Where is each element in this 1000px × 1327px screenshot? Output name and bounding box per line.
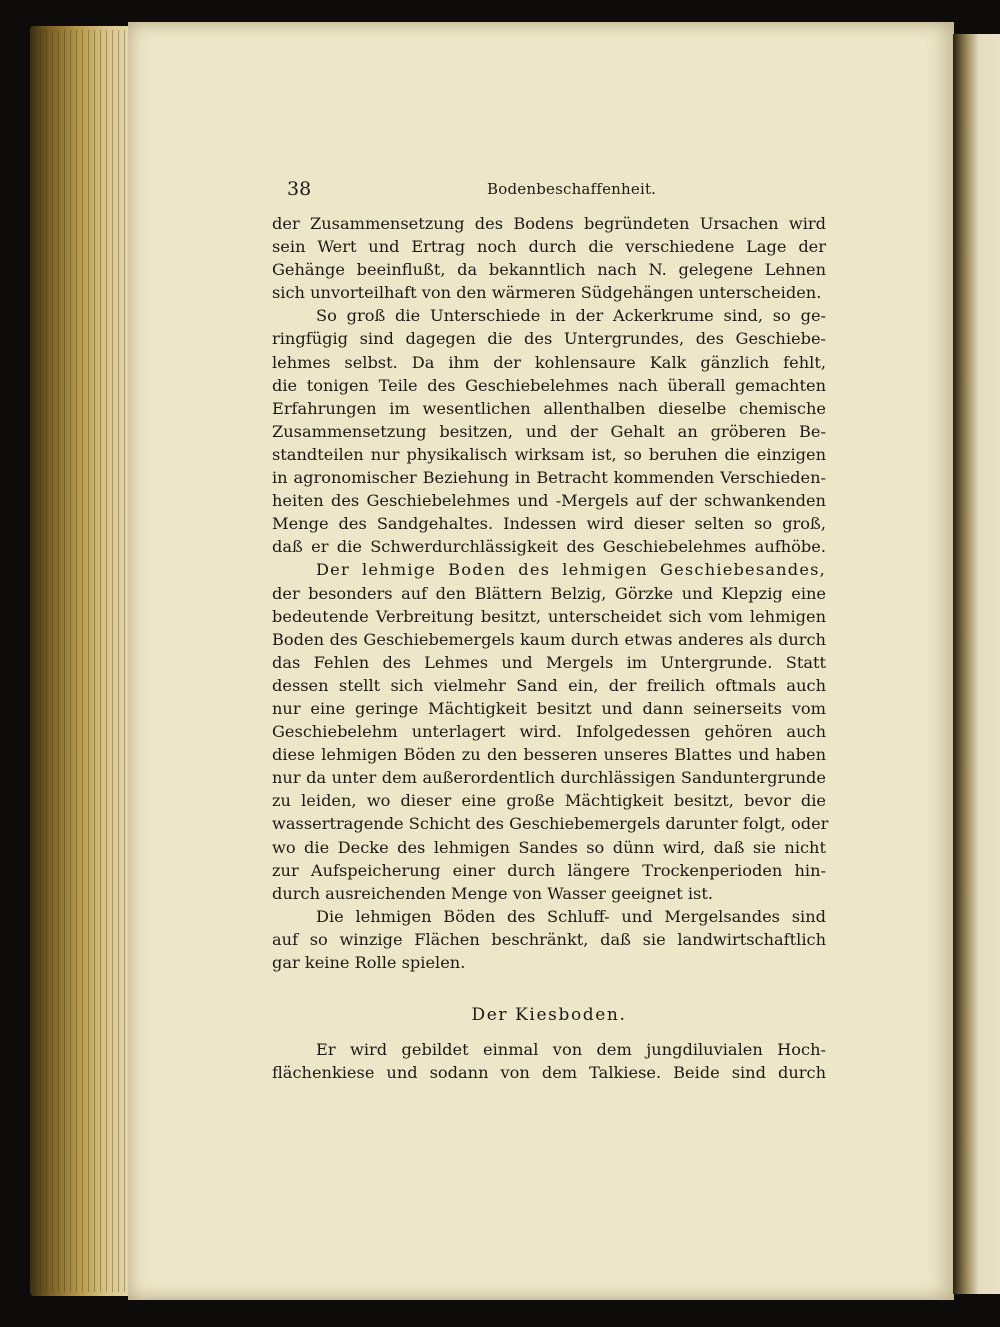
section-body-text	[272, 1038, 826, 1084]
text-line: auf so winzige Flächen beschränkt, daß sie landwirtschaftlich	[272, 929, 826, 949]
text-line: wo die Decke des lehmigen Sandes so dünn wird, daß sie nicht	[272, 837, 826, 857]
text-line: die tonigen Teile des Geschiebelehmes nach überall gemachten	[272, 375, 826, 395]
text-line: der besonders auf den Blättern Belzig, Görzke und Klepzig eine	[272, 583, 826, 603]
text-line: Menge des Sandgehaltes. Indessen wird dieser selten so groß,	[272, 514, 826, 534]
text-line: daß er die Schwerdurchlässigkeit des Geschiebelehmes aufhöbe.	[272, 537, 826, 557]
text-line: lehmes selbst. Da ihm der kohlensaure Kalk gänzlich fehlt,	[272, 352, 826, 372]
facing-page-edge	[953, 34, 1000, 1294]
text-line: Geschiebelehm unterlagert wird. Infolgedessen gehören auch	[272, 722, 826, 742]
text-line: Gehänge beeinflußt, da bekanntlich nach N. gelegene Lehnen	[272, 260, 826, 280]
running-head: Bodenbeschaffenheit.	[487, 180, 657, 198]
text-line: heiten des Geschiebelehmes und -Mergels auf der schwankenden	[272, 491, 826, 511]
text-line: das Fehlen des Lehmes und Mergels im Untergrunde. Statt	[272, 652, 826, 672]
text-line: ringfügig sind dagegen die des Untergrundes, des Geschiebe-	[272, 329, 826, 349]
text-line: nur eine geringe Mächtigkeit besitzt und dann seinerseits vom	[272, 698, 826, 718]
page-edge-lines	[40, 30, 135, 1292]
text-line: Er wird gebildet einmal von dem jungdiluvialen Hoch-	[316, 1040, 826, 1059]
text-line: sich unvorteilhaft von den wärmeren Südgehängen unterscheiden.	[272, 283, 822, 303]
text-line: flächenkiese und sodann von dem Talkiese. Beide sind durch	[272, 1063, 826, 1083]
text-line: nur da unter dem außerordentlich durchlässigen Sanduntergrunde	[272, 768, 826, 788]
text-line: zu leiden, wo dieser eine große Mächtigkeit besitzt, bevor die	[272, 791, 826, 811]
text-line: zur Aufspeicherung einer durch längere Trockenperioden hin-	[272, 860, 826, 880]
text-line: wassertragende Schicht des Geschiebemergels darunter folgt, oder	[272, 814, 829, 834]
text-line: in agronomischer Beziehung in Betracht kommenden Verschieden-	[272, 468, 826, 488]
text-line: sein Wert und Ertrag noch durch die verschiedene Lage der	[272, 237, 826, 257]
text-line: durch ausreichenden Menge von Wasser geeignet ist.	[272, 883, 713, 903]
text-line: dessen stellt sich vielmehr Sand ein, der freilich oftmals auch	[272, 675, 826, 695]
text-line: Zusammensetzung besitzen, und der Gehalt an gröberen Be-	[272, 421, 826, 441]
section-heading: Der Kiesboden.	[471, 1005, 627, 1025]
text-line: Die lehmigen Böden des Schluff- und Mergelsandes sind	[316, 906, 826, 926]
page-header	[287, 178, 832, 204]
text-line: gar keine Rolle spielen.	[272, 953, 466, 972]
text-line: Erfahrungen im wesentlichen allenthalben dieselbe chemische	[272, 398, 826, 418]
page-number: 38	[287, 178, 312, 200]
text-line: Der lehmige Boden des lehmigen Geschiebesandes,	[316, 560, 826, 580]
text-line: diese lehmigen Böden zu den besseren unseres Blattes und haben	[272, 745, 826, 765]
body-text	[272, 212, 829, 974]
text-line: bedeutende Verbreitung besitzt, unterscheidet sich vom lehmigen	[272, 606, 826, 626]
text-line: der Zusammensetzung des Bodens begründeten Ursachen wird	[272, 214, 826, 233]
text-line: So groß die Unterschiede in der Ackerkrume sind, so ge-	[316, 306, 826, 326]
text-line: standteilen nur physikalisch wirksam ist, so beruhen die einzigen	[272, 444, 826, 464]
text-line: Boden des Geschiebemergels kaum durch etwas anderes als durch	[272, 629, 826, 649]
